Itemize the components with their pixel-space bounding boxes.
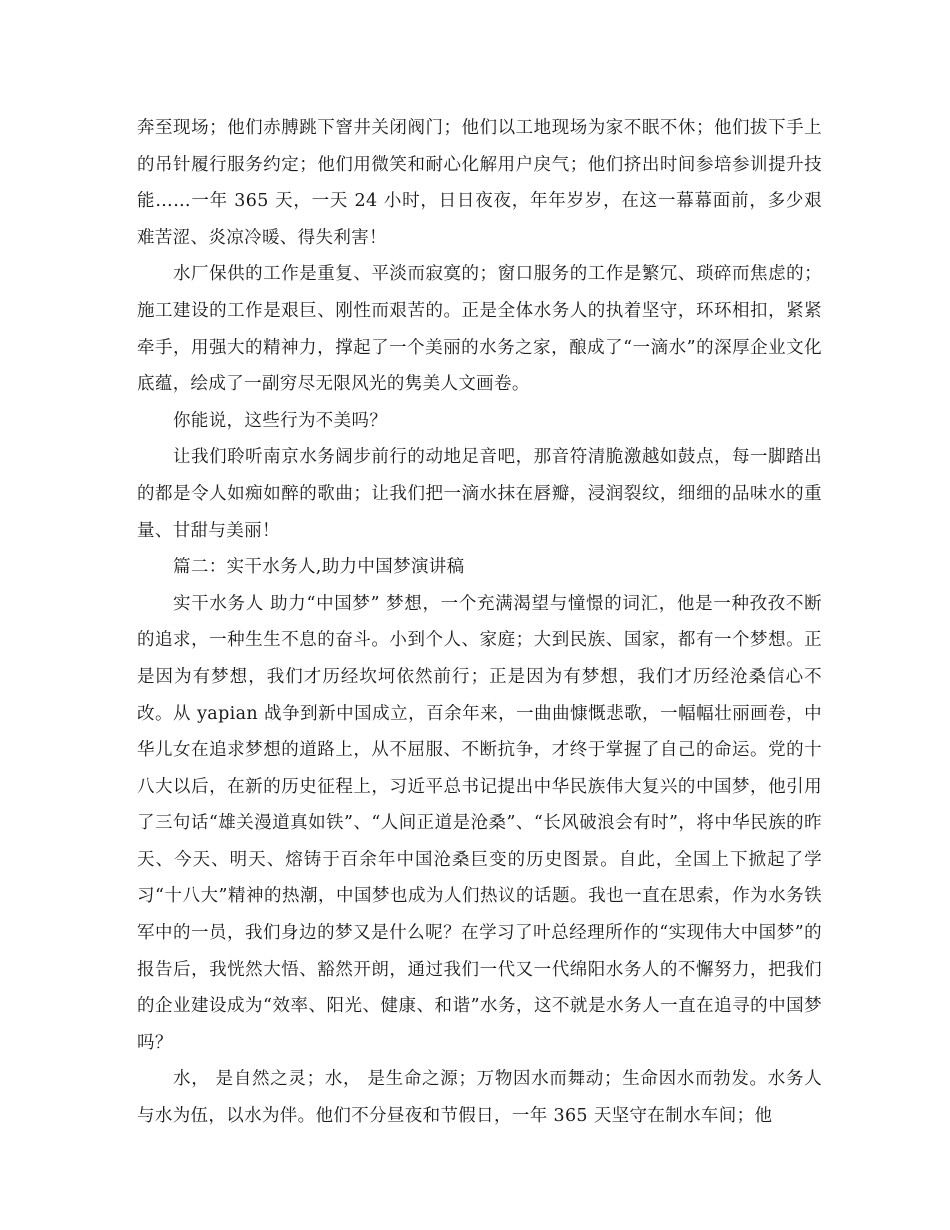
paragraph-china-dream: 实干水务人 助力“中国梦” 梦想，一个充满渴望与憧憬的词汇，他是一种孜孜不断的追求，一种生生不息的奋斗。小到个人、家庭；大到民族、国家，都有一个梦想。正是因为有梦想，我们才历经坎坷依然前行；正是因为有梦想，我们才历经沧桑信心不改。从 yapian 战争到新中国成立，百余年来，一曲曲慷慨悲歌，一幅幅壮丽画卷，中华儿女在追求梦想的道路上，从不屈服、不断抗争，才终于掌握了自己的命运。党的十八大以后，在新的历史征程上，习近平总书记提出中华民族伟大复兴的中国梦，他引用了三句话“雄关漫道真如铁”、“人间正道是沧桑”、“长风破浪会有时”，将中华民族的昨天、今天、明天、熔铸于百余年中国沧桑巨变的历史图景。自此，全国上下掀起了学习“十八大”精神的热潮，中国梦也成为人们热议的话题。我也一直在思索，作为水务铁军中的一员，我们身边的梦又是什么呢？在学习了叶总经理所作的“实现伟大中国梦”的报告后，我恍然大悟、豁然开朗，通过我们一代又一代绵阳水务人的不懈努力，把我们的企业建设成为“效率、阳光、健康、和谐”水务，这不就是水务人一直在追寻的中国梦吗？ [137, 593, 822, 1053]
paragraph-continuation: 奔至现场；他们赤膊跳下窨井关闭阀门；他们以工地现场为家不眠不休；他们拔下手上的吊针履行服务约定；他们用微笑和耐心化解用户戾气；他们挤出时间参培参训提升技能……一年 365 天，一天 24 小时，日日夜夜，年年岁岁，在这一幕幕面前，多少艰难苦涩、炎凉冷暖、得失利害！ [137, 118, 822, 248]
paragraph-water-nature: 水， 是自然之灵；水， 是生命之源；万物因水而舞动；生命因水而勃发。水务人与水为伍，以水为伴。他们不分昼夜和节假日，一年 365 天坚守在制水车间；他 [137, 1069, 822, 1127]
paragraph-water-work: 水厂保供的工作是重复、平淡而寂寞的；窗口服务的工作是繁冗、琐碎而焦虑的；施工建设的工作是艰巨、刚性而艰苦的。正是全体水务人的执着坚守，环环相扣，紧紧牵手，用强大的精神力，撑起了一个美丽的水务之家，酿成了“一滴水”的深厚企业文化底蕴，绘成了一副穷尽无限风光的隽美人文画卷。 [137, 264, 822, 395]
section-heading: 篇二：实干水务人,助力中国梦演讲稿 [173, 557, 465, 578]
paragraph-question: 你能说，这些行为不美吗？ [173, 410, 388, 431]
paragraph-nanjing-water: 让我们聆听南京水务阔步前行的动地足音吧，那音符清脆激越如鼓点，每一脚踏出的都是令人如痴如醉的歌曲；让我们把一滴水抹在唇瓣，浸润裂纹，细细的品味水的重量、甘甜与美丽！ [137, 447, 822, 541]
document-body [137, 110, 822, 1135]
